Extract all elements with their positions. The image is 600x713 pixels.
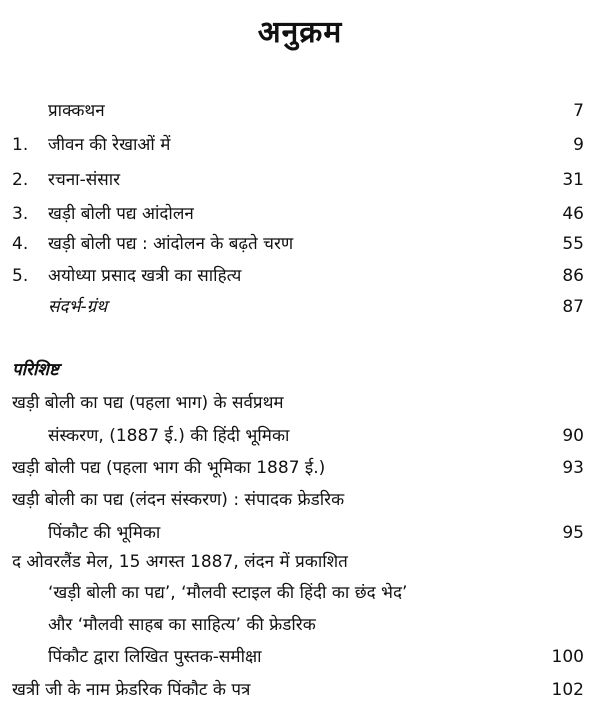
toc-page-number: 90	[562, 426, 584, 446]
appendix-entry-text: पिंकौट की भूमिका	[48, 523, 161, 543]
appendix-entry-line	[0, 485, 600, 515]
toc-entry-text: प्राक्कथन	[48, 101, 105, 121]
appendix-entry-line	[0, 453, 600, 483]
toc-page-number: 87	[562, 297, 584, 317]
appendix-entry-line	[0, 675, 600, 705]
toc-entry-text: संदर्भ-ग्रंथ	[48, 297, 108, 317]
toc-entry-references	[0, 292, 600, 322]
appendix-entry-text: द ओवरलैंड मेल, 15 अगस्त 1887, लंदन में प्रकाशित	[12, 552, 348, 572]
toc-entry-prakkathan	[0, 96, 600, 126]
toc-entry-text: अयोध्या प्रसाद खत्री का साहित्य	[48, 266, 242, 286]
toc-entry-text: खड़ी बोली पद्य आंदोलन	[48, 204, 194, 224]
toc-page-number: 55	[562, 234, 584, 254]
toc-page-number: 93	[562, 458, 584, 478]
appendix-entry-text: पिंकौट द्वारा लिखित पुस्तक-समीक्षा	[48, 647, 262, 667]
chapter-number: 3.	[12, 204, 29, 224]
toc-entry-text: जीवन की रेखाओं में	[48, 135, 171, 155]
toc-page-number: 86	[562, 266, 584, 286]
toc-entry-chapter-4	[0, 229, 600, 259]
appendix-entry-text: संस्करण, (1887 ई.) की हिंदी भूमिका	[48, 426, 290, 446]
chapter-number: 2.	[12, 170, 29, 190]
toc-page-number: 100	[551, 647, 584, 667]
toc-entry-chapter-5	[0, 261, 600, 291]
appendix-entry-line	[0, 578, 600, 608]
chapter-number: 1.	[12, 135, 29, 155]
appendix-entry-text: ‘खड़ी बोली का पद्य’, ‘मौलवी स्टाइल की हिंदी का छंद भेद’	[48, 583, 408, 603]
appendix-heading	[0, 355, 600, 385]
appendix-entry-text: और ‘मौलवी साहब का साहित्य’ की फ्रेडरिक	[48, 615, 316, 635]
appendix-entry-line	[0, 421, 600, 451]
toc-page-number: 95	[562, 523, 584, 543]
toc-page-number: 31	[562, 170, 584, 190]
toc-page-number: 9	[573, 135, 584, 155]
appendix-entry-text: खड़ी बोली का पद्य (पहला भाग) के सर्वप्रथम	[12, 393, 284, 413]
appendix-entry-text: खत्री जी के नाम फ्रेडरिक पिंकौट के पत्र	[12, 680, 251, 700]
appendix-entry-text: खड़ी बोली पद्य (पहला भाग की भूमिका 1887 ई.)	[12, 458, 326, 478]
appendix-entry-line	[0, 388, 600, 418]
toc-page-number: 102	[551, 680, 584, 700]
toc-entry-text: रचना-संसार	[48, 170, 121, 190]
toc-page-number: 7	[573, 101, 584, 121]
toc-entry-chapter-3	[0, 199, 600, 229]
appendix-entry-line	[0, 642, 600, 672]
toc-entry-text: खड़ी बोली पद्य : आंदोलन के बढ़ते चरण	[48, 234, 294, 254]
chapter-number: 5.	[12, 266, 29, 286]
page-title: अनुक्रम	[257, 15, 343, 50]
appendix-heading-text: परिशिष्ट	[12, 360, 59, 380]
chapter-number: 4.	[12, 234, 29, 254]
toc-page-number: 46	[562, 204, 584, 224]
appendix-entry-text: खड़ी बोली का पद्य (लंदन संस्करण) : संपादक फ्रेडरिक	[12, 490, 345, 510]
toc-entry-chapter-2	[0, 165, 600, 195]
appendix-entry-line	[0, 610, 600, 640]
appendix-entry-line	[0, 518, 600, 548]
toc-entry-chapter-1	[0, 130, 600, 160]
appendix-entry-line	[0, 547, 600, 577]
